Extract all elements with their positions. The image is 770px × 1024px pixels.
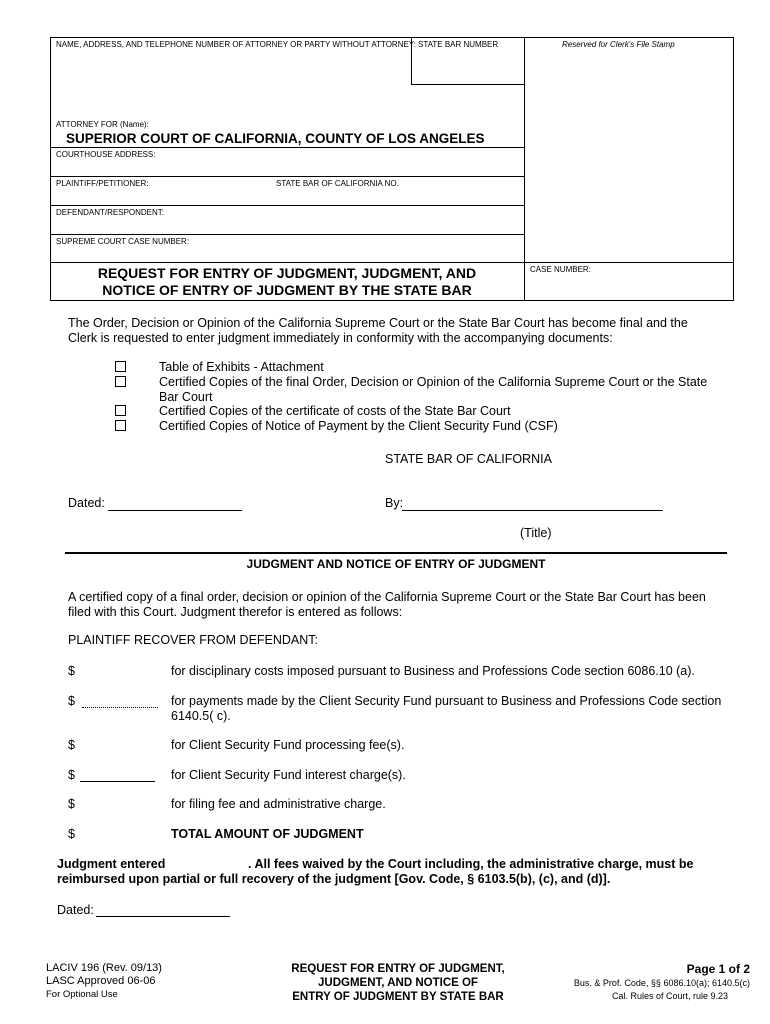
form-title [50,265,524,299]
court-name: SUPERIOR COURT OF CALIFORNIA, COUNTY OF LOS ANGELES [66,131,485,146]
title-label: (Title) [520,526,552,540]
judgment-entered-line-2: reimbursed upon partial or full recovery of the judgment [Gov. Code, § 6103.5(b), (c), and (d)]. [57,872,611,886]
section-divider [65,552,727,554]
request-dated-label: Dated: [68,496,105,510]
state-bar-signature-label: STATE BAR OF CALIFORNIA [385,452,552,466]
footer-left [46,962,162,1001]
state-bar-ca-no-label: STATE BAR OF CALIFORNIA NO. [276,179,399,188]
footer-title-line-2: JUDGMENT, AND NOTICE OF [318,977,478,989]
checkbox-table-of-exhibits[interactable] [115,361,126,372]
checkbox-certificate-costs[interactable] [115,405,126,416]
item-certified-order-cont: Bar Court [159,390,213,404]
row-line-2 [50,176,524,177]
amount-disciplinary-costs: for disciplinary costs imposed pursuant to Business and Professions Code section 6086.10 (a). [171,664,695,678]
clerk-stamp-label: Reserved for Clerk's File Stamp [562,40,675,49]
page-number: Page 1 of 2 [686,962,750,976]
row-line-5 [50,262,734,263]
code-reference: Bus. & Prof. Code, §§ 6086.10(a); 6140.5(c) [573,978,750,988]
dollar-sign: $ [68,738,75,752]
amount-interest-line[interactable] [80,781,155,782]
amount-interest-charge: for Client Security Fund interest charge(s). [171,768,406,782]
dollar-sign: $ [68,664,75,678]
judgment-entered-label: Judgment entered [57,857,166,871]
footer-right [510,962,750,1003]
state-bar-number-label: STATE BAR NUMBER [418,40,499,49]
recover-line: PLAINTIFF RECOVER FROM DEFENDANT: [68,633,319,647]
attorney-label: NAME, ADDRESS, AND TELEPHONE NUMBER OF ATTORNEY OR PARTY WITHOUT ATTORNEY: [56,40,416,49]
checkbox-certified-order[interactable] [115,376,126,387]
item-table-of-exhibits: Table of Exhibits - Attachment [159,360,324,374]
rule-reference: Cal. Rules of Court, rule 9.23 [611,991,728,1001]
judgment-intro [68,590,706,620]
dollar-sign: $ [68,797,75,811]
attorney-for-label: ATTORNEY FOR (Name): [56,120,149,129]
dollar-sign: $ [68,768,75,782]
amount-csf-payments-line[interactable] [82,707,158,708]
amount-total: TOTAL AMOUNT OF JUDGMENT [171,827,364,841]
row-line-3 [50,205,524,206]
judgment-entered-waiver: . All fees waived by the Court including, the administrative charge, must be [248,857,694,871]
amount-processing-fee: for Client Security Fund processing fee(s). [171,738,405,752]
judgment-dated-label: Dated: [57,903,94,917]
form-title-line-2: NOTICE OF ENTRY OF JUDGMENT BY THE STATE BAR [102,282,472,298]
request-dated-line[interactable] [108,510,242,511]
judgment-intro-line-1: A certified copy of a final order, decision or opinion of the California Supreme Court or the State Bar Court has been [68,590,706,604]
dollar-sign: $ [68,694,75,708]
footer-title [258,962,538,1004]
amount-csf-payments-cont: 6140.5( c). [171,709,231,723]
judgment-intro-line-2: filed with this Court. Judgment therefor is entered as follows: [68,605,403,619]
judgment-dated-line[interactable] [96,916,230,917]
defendant-label: DEFENDANT/RESPONDENT: [56,208,165,217]
footer-title-line-3: ENTRY OF JUDGMENT BY STATE BAR [292,991,504,1003]
row-line-1 [50,147,524,148]
by-signature-line[interactable] [402,510,663,511]
item-certified-order: Certified Copies of the final Order, Decision or Opinion of the California Supreme Court or the State [159,375,708,389]
judgment-heading: JUDGMENT AND NOTICE OF ENTRY OF JUDGMENT [246,557,546,571]
request-intro [68,316,688,346]
dollar-sign: $ [68,827,75,841]
courthouse-address-label: COURTHOUSE ADDRESS: [56,150,156,159]
approved-text: LASC Approved 06-06 [46,975,156,987]
amount-filing-fee: for filing fee and administrative charge. [171,797,386,811]
plaintiff-label: PLAINTIFF/PETITIONER: [56,179,149,188]
supreme-case-label: SUPREME COURT CASE NUMBER: [56,237,190,246]
by-label: By: [385,496,404,510]
judgment-entered [57,857,747,887]
optional-use: For Optional Use [46,989,118,1000]
case-number-label: CASE NUMBER: [530,265,591,274]
form-number: LACIV 196 (Rev. 09/13) [46,962,162,974]
row-line-4 [50,234,524,235]
item-certificate-costs: Certified Copies of the certificate of costs of the State Bar Court [159,404,511,418]
form-title-line-1: REQUEST FOR ENTRY OF JUDGMENT, JUDGMENT, AND [97,265,477,281]
state-bar-number-bottom [411,84,524,85]
item-notice-payment: Certified Copies of Notice of Payment by the Client Security Fund (CSF) [159,419,558,433]
checkbox-notice-payment[interactable] [115,420,126,431]
request-intro-line-1: The Order, Decision or Opinion of the California Supreme Court or the State Bar Court has become final and the [68,316,688,330]
footer-title-line-1: REQUEST FOR ENTRY OF JUDGMENT, [291,963,505,975]
request-intro-line-2: Clerk is requested to enter judgment immediately in conformity with the accompanying documents: [68,331,613,345]
amount-csf-payments: for payments made by the Client Security Fund pursuant to Business and Professions Code section [171,694,722,708]
